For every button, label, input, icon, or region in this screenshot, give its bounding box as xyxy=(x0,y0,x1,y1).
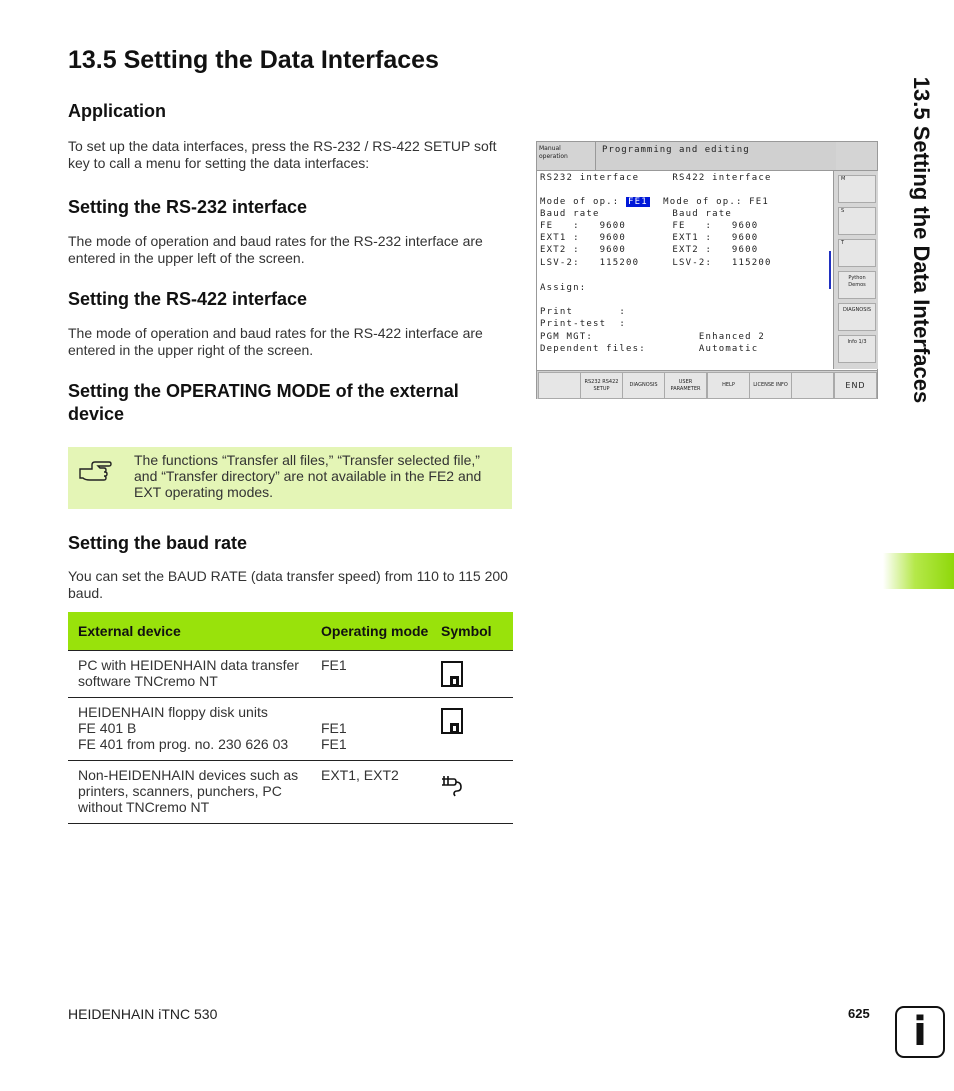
sidebar-chapter-title-text: 13.5 Setting the Data Interfaces xyxy=(909,76,934,404)
cell-device: PC with HEIDENHAIN data transfer software TNCremo NT xyxy=(68,651,311,698)
table-row xyxy=(68,651,513,698)
cell-device: HEIDENHAIN floppy disk units FE 401 B FE 401 from prog. no. 230 626 03 xyxy=(68,698,311,761)
table-header-row xyxy=(68,612,513,651)
mode-line-rest: Mode of op.: FE1 xyxy=(649,197,770,207)
header-operating-mode: Operating mode xyxy=(311,612,431,651)
header-external-device: External device xyxy=(68,612,311,651)
floppy-disk-icon xyxy=(441,708,463,734)
screen-title-bar xyxy=(595,142,836,170)
screen-line: EXT2 : 9600 EXT2 : 9600 xyxy=(540,245,759,255)
table-row xyxy=(68,698,513,761)
text-rs422: The mode of operation and baud rates for the RS-422 interface are entered in the upper right of the screen. xyxy=(68,325,483,358)
floppy-disk-icon xyxy=(441,661,463,687)
screen-line: Dependent files: Automatic xyxy=(540,344,759,354)
side-softkey-bar xyxy=(833,171,878,369)
text-rs232: The mode of operation and baud rates for the RS-232 interface are entered in the upper left of the screen. xyxy=(68,233,483,266)
side-button-t[interactable]: T xyxy=(838,239,876,267)
scrollbar[interactable] xyxy=(829,251,831,289)
text-application: To set up the data interfaces, press the RS-232 / RS-422 SETUP soft key to call a menu for setting the data interfaces: xyxy=(68,138,497,171)
mode-label-1: Manual xyxy=(539,145,561,152)
info-icon xyxy=(895,1006,945,1058)
heading-opmode xyxy=(68,380,508,426)
mode-value-field[interactable]: FE1 xyxy=(628,197,648,207)
pointing-hand-icon xyxy=(78,457,112,485)
plug-icon xyxy=(441,771,463,797)
softkey-7[interactable] xyxy=(791,372,834,399)
heading-rs232: Setting the RS-232 interface xyxy=(68,197,308,217)
screen-line: PGM MGT: Enhanced 2 xyxy=(540,332,766,342)
softkey-user-parameter[interactable]: USER PARAMETER xyxy=(664,372,707,399)
softkey-help[interactable]: HELP xyxy=(707,372,750,399)
screen-line: Print : xyxy=(540,307,627,317)
heading-opmode-line2: device xyxy=(68,404,125,424)
side-button-s[interactable]: S xyxy=(838,207,876,235)
text-baud: You can set the BAUD RATE (data transfer speed) from 110 to 115 200 baud. xyxy=(68,568,508,601)
mode-label: Mode of op.: xyxy=(540,197,627,207)
softkey-end[interactable]: END xyxy=(834,372,877,399)
footer-manual-name: HEIDENHAIN iTNC 530 xyxy=(68,1006,218,1022)
device-table xyxy=(68,612,513,824)
softkey-bar xyxy=(537,370,877,399)
screen-body xyxy=(537,171,833,367)
cell-device: Non-HEIDENHAIN devices such as printers, scanners, punchers, PC without TNCremo NT xyxy=(68,761,311,824)
tnc-screenshot xyxy=(536,141,878,399)
screen-line: LSV-2: 115200 LSV-2: 115200 xyxy=(540,258,772,268)
softkey-diagnosis[interactable]: DIAGNOSIS xyxy=(622,372,665,399)
side-button-python-demos[interactable]: Python Demos xyxy=(838,271,876,299)
cell-mode: FE1 FE1 xyxy=(311,698,431,761)
chapter-tab xyxy=(883,553,954,589)
info-icon-glyph: i xyxy=(913,1009,927,1055)
screen-line: Baud rate Baud rate xyxy=(540,209,732,219)
heading-rs422: Setting the RS-422 interface xyxy=(68,289,308,309)
screen-header xyxy=(537,142,877,171)
screen-line: Assign: xyxy=(540,283,587,293)
softkey-rs232-rs422-setup[interactable]: RS232 RS422 SETUP xyxy=(580,372,623,399)
screen-line: Print-test : xyxy=(540,319,627,329)
side-button-info[interactable]: Info 1/3 xyxy=(838,335,876,363)
note-box xyxy=(68,447,512,509)
softkey-license-info[interactable]: LICENSE INFO xyxy=(749,372,792,399)
side-button-diagnosis[interactable]: DIAGNOSIS xyxy=(838,303,876,331)
screen-line: EXT1 : 9600 EXT1 : 9600 xyxy=(540,233,759,243)
heading-application: Application xyxy=(68,101,166,121)
softkey-1[interactable] xyxy=(538,372,581,399)
cell-mode: FE1 xyxy=(311,651,431,698)
side-button-m[interactable]: M xyxy=(838,175,876,203)
sidebar-chapter-title xyxy=(896,50,946,430)
screen-line-mode xyxy=(540,197,769,207)
table-row xyxy=(68,761,513,824)
page-title: 13.5 Setting the Data Interfaces xyxy=(68,46,439,74)
note-text: The functions “Transfer all files,” “Transfer selected file,” and “Transfer directory” are not available in the FE2 and EXT operating modes. xyxy=(134,452,482,500)
page-number: 625 xyxy=(848,1006,870,1021)
heading-opmode-line1: Setting the OPERATING MODE of the external xyxy=(68,381,459,401)
screen-line: FE : 9600 FE : 9600 xyxy=(540,221,759,231)
heading-baud: Setting the baud rate xyxy=(68,533,248,553)
screen-mode-label xyxy=(539,145,568,161)
mode-label-2: operation xyxy=(539,153,568,160)
header-symbol: Symbol xyxy=(431,612,513,651)
cell-mode: EXT1, EXT2 xyxy=(311,761,431,824)
screen-line: RS232 interface RS422 interface xyxy=(540,173,772,183)
screen-title: Programming and editing xyxy=(602,145,750,155)
